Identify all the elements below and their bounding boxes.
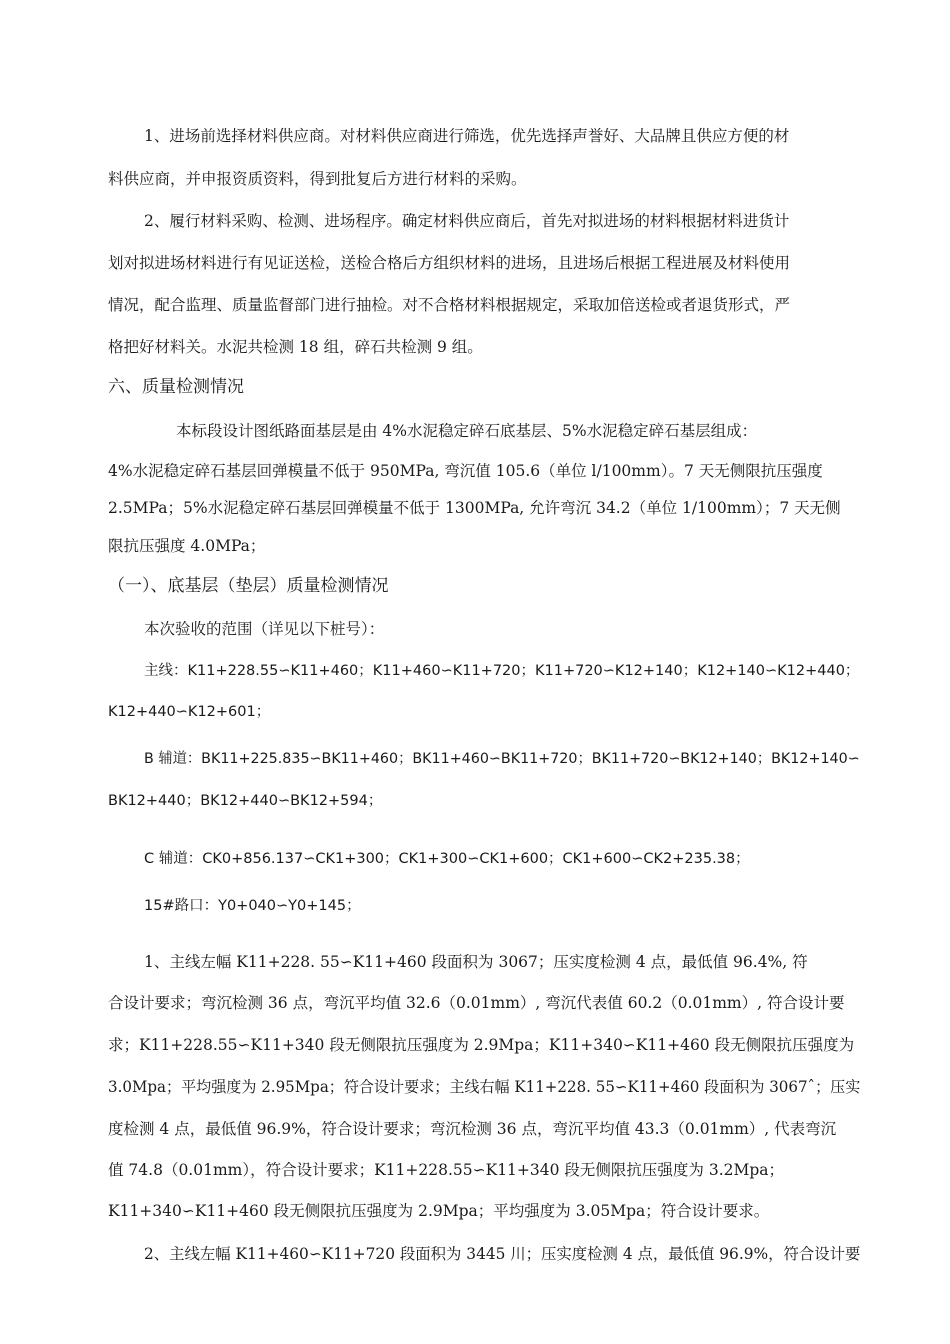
paragraph-line: 2.5MPa；5%水泥稳定碎石基层回弹模量不低于 1300MPa, 允许弯沉 34.2（单位 1/100mm）；7 天无侧 [108, 499, 841, 517]
paragraph-line: 格把好材料关。水泥共检测 18 组，碎石共检测 9 组。 [108, 338, 483, 356]
mainline-range-cont: K12+440∽K12+601； [108, 704, 271, 720]
c-aux-road-range: C 辅道：CK0+856.137∽CK1+300；CK1+300∽CK1+600；CK1+600∽CK2+235.38； [144, 851, 750, 867]
paragraph-line: 2、履行材料采购、检测、进场程序。确定材料供应商后，首先对拟进场的材料根据材料进货计 [144, 212, 790, 230]
paragraph-line: 度检测 4 点，最低值 96.9%，符合设计要求；弯沉检测 36 点，弯沉平均值 43.3（0.01mm）, 代表弯沉 [108, 1120, 837, 1138]
paragraph-line: 3.0Mpa；平均强度为 2.95Mpa；符合设计要求；主线右幅 K11+228. 55∽K11+460 段面积为 3067ˆ；压实 [108, 1078, 861, 1096]
paragraph-line: 值 74.8（0.01mm），符合设计要求；K11+228.55∽K11+340 段无侧限抗压强度为 3.2Mpa； [108, 1161, 785, 1179]
paragraph-line: 限抗压强度 4.0MPa； [108, 537, 266, 555]
paragraph-line: 求；K11+228.55∽K11+340 段无侧限抗压强度为 2.9Mpa；K11+340∽K11+460 段无侧限抗压强度为 [108, 1036, 855, 1054]
b-aux-road-range: B 辅道：BK11+225.835∽BK11+460；BK11+460∽BK11+720；BK11+720∽BK12+140；BK12+140∽ [144, 751, 860, 767]
paragraph-line: 1、进场前选择材料供应商。对材料供应商进行筛选，优先选择声誉好、大品牌且供应方便的材 [144, 127, 790, 145]
paragraph-line: 4%水泥稳定碎石基层回弹模量不低于 950MPa, 弯沉值 105.6（单位 l/100mm）。7 天无侧限抗压强度 [108, 462, 823, 480]
subsection-heading: （一）、底基层（垫层）质量检测情况 [108, 576, 389, 596]
paragraph-line: 合设计要求；弯沉检测 36 点，弯沉平均值 32.6（0.01mm）, 弯沉代表值 60.2（0.01mm）, 符合设计要 [108, 994, 845, 1012]
b-aux-road-range-cont: BK12+440；BK12+440∽BK12+594； [108, 793, 383, 809]
paragraph-line: 1、主线左幅 K11+228. 55∽K11+460 段面积为 3067；压实度检测 4 点，最低值 96.4%, 符 [144, 953, 808, 971]
section-heading: 六、质量检测情况 [108, 377, 244, 397]
paragraph-line: 本次验收的范围（详见以下桩号）： [144, 620, 385, 638]
paragraph-line: 情况，配合监理、质量监督部门进行抽检。对不合格材料根据规定，采取加倍送检或者退货形式，严 [108, 296, 791, 314]
paragraph-line: 本标段设计图纸路面基层是由 4%水泥稳定碎石底基层、5%水泥稳定碎石基层组成： [176, 422, 758, 440]
junction-15-range: 15#路口：Y0+040∽Y0+145； [144, 898, 361, 914]
paragraph-line: 划对拟进场材料进行有见证送检，送检合格后方组织材料的进场，且进场后根据工程进展及材料使用 [108, 254, 791, 272]
paragraph-line: 料供应商，并申报资质资料，得到批复后方进行材料的采购。 [108, 170, 527, 188]
paragraph-line: K11+340∽K11+460 段无侧限抗压强度为 2.9Mpa；平均强度为 3.05Mpa；符合设计要求。 [108, 1202, 770, 1220]
mainline-range: 主线：K11+228.55∽K11+460；K11+460∽K11+720；K11+720∽K12+140；K12+140∽K12+440； [144, 663, 860, 679]
paragraph-line: 2、主线左幅 K11+460∽K11+720 段面积为 3445 川；压实度检测 4 点，最低值 96.9%，符合设计要 [144, 1245, 861, 1263]
